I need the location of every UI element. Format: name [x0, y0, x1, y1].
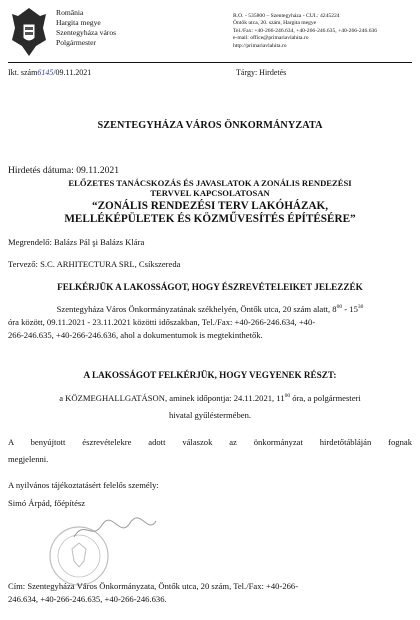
coat-of-arms-icon — [8, 6, 50, 58]
official-stamp — [48, 525, 110, 587]
call-to-comment: FELKÉRJÜK A LAKOSSÁGOT, HOGY ÉSZREVÉTELEIKET JELEZZÉK — [57, 282, 363, 292]
consultation-paragraph: Szentegyháza Város Önkormányzatának székhelyén, Öntők utca, 20 szám alatt, $8^{00} - 15^{30}$ óra között, 09.11.2021 - 23.11.2021 közötti időszakban, Tel./Fax: +40-266-246.634, +40- 266-246.635, +40-266-246.636, ahol a dokumentumok is megtekinthetők. — [8, 304, 364, 340]
handwritten-number: 6145 — [37, 68, 54, 77]
page-title: SZENTEGYHÁZA VÁROS ÖNKORMÁNYZATA — [97, 120, 323, 131]
contact-label: A nyilvános tájékoztatásért felelős személy: — [8, 480, 159, 490]
heading-plan-title: “ZONÁLIS RENDEZÉSI TERV LAKÓHÁZAK, MELLÉKÉPÜLETEK ÉS KÖZMŰVESÍTÉS ÉPÍTÉSÉRE” — [64, 200, 356, 225]
announcement-date: Hirdetés dátuma: 09.11.2021 — [8, 165, 120, 176]
header-contact: R.O. - 535800 – Szentegyháza - CUI.: 4245224 Öntők utca, 20. szám, Hargita megye Tel./Fax: +40-266-246.634, +40-266-246.635, +40-266-246.636 e-mail: office@primariavlahita.ro http://primariavlahita.ro — [233, 13, 378, 49]
call-to-participate: A LAKOSSÁGOT FELKÉRJÜK, HOGY VEGYENEK RÉSZT: — [83, 370, 337, 380]
header-institution: România Hargita megye Szentegyháza város Polgármester — [56, 8, 117, 47]
footer-address: Cím: Szentegyháza Város Önkormányzata, Öntők utca, 20 szám, Tel./Fax: +40-266- 246.634, +40-266-246.635, +40-266-246.636. — [8, 581, 299, 604]
contact-name: Simó Árpád, főépítész — [8, 498, 86, 508]
designer-line: Tervező: S.C. ARHITECTURA SRL, Csíkszereda — [8, 259, 181, 269]
subject-line: Tárgy: Hirdetés — [236, 68, 287, 77]
registration-number: Ikt. szám6145/09.11.2021 — [8, 68, 92, 77]
responses-paragraph: A benyújtott észrevételekre adott válaszok az önkormányzat hirdetőtábláján fognak megjelenni. — [8, 437, 412, 464]
header-divider — [8, 62, 412, 63]
hearing-paragraph: a KÖZMEGHALLGATÁSON, aminek időpontja: 24.11.2021, $11^{00}$ óra, a polgármesteri hivatal gyűléstermében. — [59, 393, 361, 420]
client-line: Megrendelő: Balázs Pál şi Balázs Klára — [8, 237, 145, 247]
heading-consultation: ELŐZETES TANÁCSKOZÁS ÉS JAVASLATOK A ZONÁLIS RENDEZÉSI TERVVEL KAPCSOLATOSAN — [68, 178, 352, 199]
